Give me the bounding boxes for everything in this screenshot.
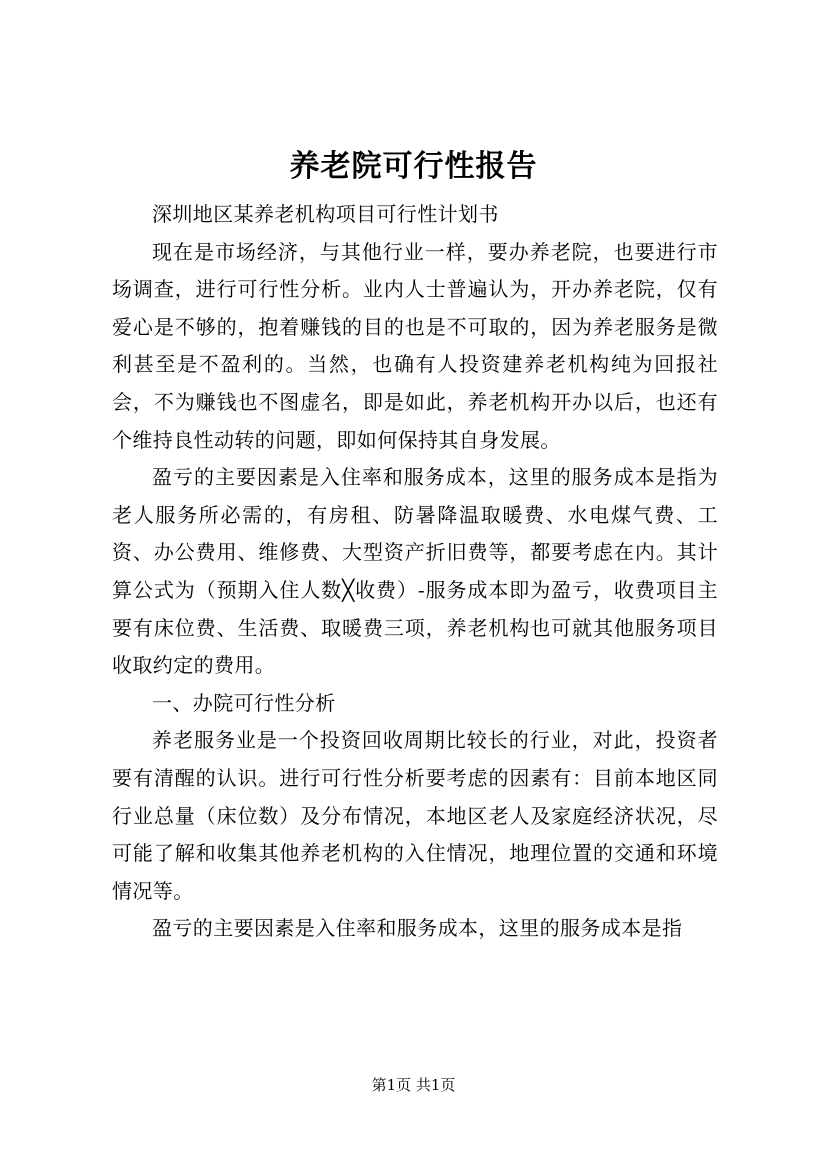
paragraph-profit-factors: 盈亏的主要因素是入住率和服务成本，这里的服务成本是指为老人服务所必需的，有房租、防暑降温取暖费、水电煤气费、工资、办公费用、维修费、大型资产折旧费等，都要考虑在内。其计算公式为（预期入住人数╳收费）-服务成本即为盈亏，收费项目主要有床位费、生活费、取暖费三项，养老机构也可就其他服务项目收取约定的费用。: [112, 465, 718, 678]
document-body: [112, 196, 718, 948]
document-title: 养老院可行性报告: [289, 149, 538, 184]
paragraph-subtitle: 深圳地区某养老机构项目可行性计划书: [152, 202, 499, 226]
section-heading-feasibility: 一、办院可行性分析: [152, 690, 336, 715]
page-footer: 第1页 共1页: [371, 1076, 456, 1094]
paragraph-profit-factors-repeat: 盈亏的主要因素是入住率和服务成本，这里的服务成本是指: [152, 916, 683, 941]
paragraph-intro: 现在是市场经济，与其他行业一样，要办养老院，也要进行市场调查，进行可行性分析。业内人士普遍认为，开办养老院，仅有爱心是不够的，抱着赚钱的目的也是不可取的，因为养老服务是微利甚至是不盈利的。当然，也确有人投资建养老机构纯为回报社会，不为赚钱也不图虚名，即是如此，养老机构开办以后，也还有个维持良性动转的问题，即如何保持其自身发展。: [112, 239, 718, 452]
paragraph-feasibility: 养老服务业是一个投资回收周期比较长的行业，对此，投资者要有清醒的认识。进行可行性分析要考虑的因素有：目前本地区同行业总量（床位数）及分布情况，本地区老人及家庭经济状况，尽可能了解和收集其他养老机构的入住情况，地理位置的交通和环境情况等。: [112, 728, 718, 903]
